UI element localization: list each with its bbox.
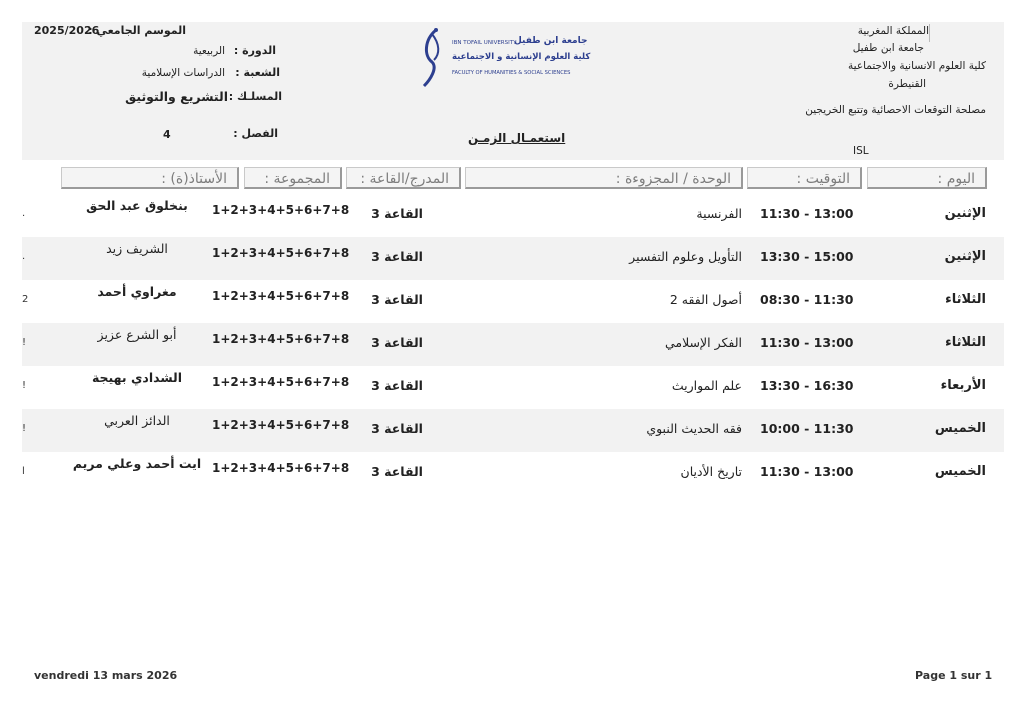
table-row (22, 409, 1004, 452)
table-row (22, 366, 1004, 409)
row-professor: مغراوي أحمد (97, 284, 177, 299)
table-row (22, 237, 1004, 280)
footer-page-number: Page 1 sur 1 (915, 669, 993, 682)
session-value: الربيعية (193, 45, 225, 57)
row-unit: تاريخ الأديان (680, 464, 742, 479)
row-day: الثلاثاء (945, 292, 986, 307)
row-edge-mark: l (22, 466, 25, 477)
session-label: الدورة : (233, 44, 276, 57)
row-room: القاعة 3 (371, 378, 423, 393)
row-time: 08:30 - 11:30 (760, 292, 854, 307)
row-unit: الفكر الإسلامي (664, 335, 742, 350)
row-group: 1+2+3+4+5+6+7+8 (212, 203, 350, 217)
row-day: الإثنين (944, 206, 986, 221)
row-edge-mark: ! (22, 337, 27, 348)
row-edge-mark: . (22, 251, 26, 262)
row-time: 10:00 - 11:30 (760, 421, 854, 436)
table-row (22, 280, 1004, 323)
row-unit: علم المواريث (671, 378, 742, 393)
row-professor: أبو الشرع عزيز (97, 327, 177, 342)
logo-latin-line1: IBN TOFAIL UNIVERSITY (452, 40, 517, 46)
row-room: القاعة 3 (371, 335, 423, 350)
row-day: الثلاثاء (945, 335, 986, 350)
branch-label: الشعبة : (235, 66, 280, 79)
row-room: القاعة 3 (371, 421, 423, 436)
table-row (22, 323, 1004, 366)
row-unit: التأويل وعلوم التفسير (629, 249, 742, 264)
row-professor: الشريف زيد (106, 241, 168, 256)
row-room: القاعة 3 (371, 292, 423, 307)
faculty-name: كلية العلوم الانسانية والاجتماعية (848, 60, 986, 72)
row-time: 11:30 - 13:00 (760, 206, 854, 221)
row-group: 1+2+3+4+5+6+7+8 (212, 332, 350, 346)
kingdom-divider (929, 24, 930, 42)
row-room: القاعة 3 (371, 249, 423, 264)
season-label: الموسم الجامعي : (88, 24, 186, 37)
logo-arabic-line2: كلية العلوم الإنسانية و الاجتماعية (452, 52, 591, 62)
branch-value: الدراسات الإسلامية (141, 67, 225, 79)
row-unit: فقه الحديث النبوي (646, 421, 742, 436)
row-edge-mark: . (22, 208, 26, 219)
row-edge-mark: 2 (22, 294, 29, 305)
row-professor: الشدادي بهيجة (91, 370, 183, 385)
season-value: 2025/2026 (34, 24, 100, 37)
track-label: المسلـك : (228, 90, 282, 103)
table-row (22, 194, 1004, 237)
logo-arabic-line1: جامعة ابن طفيل (514, 36, 588, 46)
column-header-room: المدرج/القاعة : (346, 167, 461, 189)
row-group: 1+2+3+4+5+6+7+8 (212, 375, 350, 389)
row-edge-mark: ! (22, 423, 27, 434)
university-logo (418, 26, 598, 90)
row-group: 1+2+3+4+5+6+7+8 (212, 418, 350, 432)
column-header-prof: الأستاذ(ة) : (61, 167, 239, 189)
semester-label: الفصل : (233, 127, 278, 140)
track-value: التشريع والتوثيق (125, 89, 228, 104)
row-room: القاعة 3 (371, 206, 423, 221)
row-day: الإثنين (944, 249, 986, 264)
row-day: الخميس (934, 464, 986, 479)
row-professor: ايت أحمد وعلي مريم (72, 456, 202, 471)
row-professor: الدائز العربي (104, 413, 170, 428)
semester-value: 4 (163, 128, 171, 141)
row-time: 13:30 - 15:00 (760, 249, 854, 264)
footer-date: vendredi 13 mars 2026 (34, 669, 178, 682)
column-header-group: المجموعة : (244, 167, 342, 189)
kingdom-text: المملكة المغربية (857, 25, 929, 37)
column-header-unit: الوحدة / المجزوءة : (465, 167, 743, 189)
row-time: 11:30 - 13:00 (760, 464, 854, 479)
service-name: مصلحة التوقعات الاحصائية وتتبع الخريجين (805, 104, 986, 116)
row-unit: الفرنسية (696, 206, 742, 221)
table-row (22, 452, 1004, 495)
row-edge-mark: ! (22, 380, 27, 391)
row-day: الخميس (934, 421, 986, 436)
column-header-time: التوقيت : (747, 167, 862, 189)
university-name: جامعة ابن طفيل (852, 42, 924, 54)
city-name: القنيطرة (888, 78, 926, 90)
page-title: استعمـال الزمـن (468, 131, 566, 145)
row-group: 1+2+3+4+5+6+7+8 (212, 246, 350, 260)
logo-latin-line2: FACULTY OF HUMANITIES & SOCIAL SCIENCES (452, 70, 571, 76)
row-time: 11:30 - 13:00 (760, 335, 854, 350)
row-time: 13:30 - 16:30 (760, 378, 854, 393)
row-room: القاعة 3 (371, 464, 423, 479)
row-professor: بنخلوق عبد الحق (86, 198, 188, 213)
row-group: 1+2+3+4+5+6+7+8 (212, 461, 350, 475)
column-header-day: اليوم : (867, 167, 987, 189)
row-day: الأربعاء (940, 378, 986, 393)
department-code: ISL (853, 145, 869, 157)
row-unit: أصول الفقه 2 (669, 292, 742, 307)
logo-emblem-icon (418, 26, 446, 90)
row-group: 1+2+3+4+5+6+7+8 (212, 289, 350, 303)
